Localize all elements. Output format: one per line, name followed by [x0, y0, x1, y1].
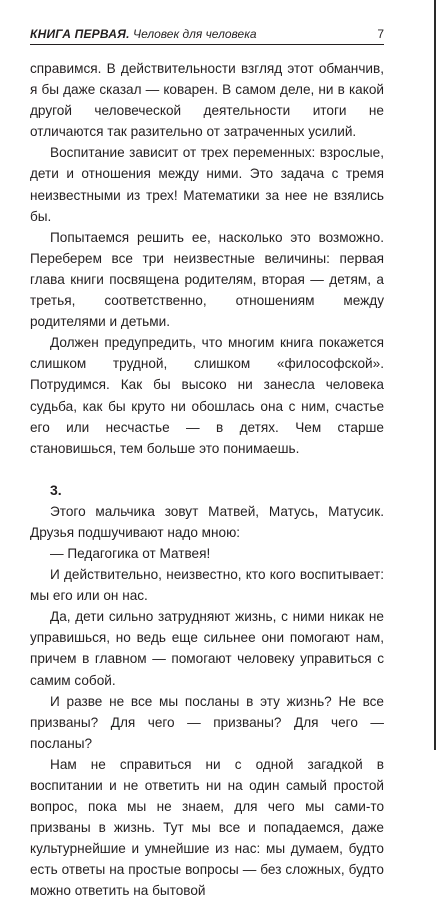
- paragraph: Воспитание зависит от трех переменных: взрослые, дети и отношения между ними. Это задача с тремя неизвестными из трех! Математики за нее не взялись бы.: [30, 145, 384, 224]
- paragraph: — Педагогика от Матвея!: [50, 545, 211, 561]
- paragraph: И разве не все мы посланы в эту жизнь? Не все призваны? Для чего — призваны? Для чего — посланы?: [30, 693, 384, 751]
- paragraph: справимся. В действительности взгляд этот обманчив, я бы даже сказал — коварен. В самом деле, ни в какой другой человеческой деятельности итоги не отличаются так разительно от затраченных усилий.: [30, 61, 384, 140]
- paragraph: Должен предупредить, что многим книга покажется слишком трудной, слишком «философской». Потрудимся. Как бы высоко ни занесла человека судьба, как бы круто ни обошлась она с ним, счастье его или несчастье — в детях. Чем старше становишься, тем больше это понимаешь.: [30, 335, 384, 456]
- running-head-title: [30, 27, 257, 41]
- section-number: 3.: [50, 481, 62, 498]
- paragraph: Да, дети сильно затрудняют жизнь, с ними никак не управишься, но ведь еще сильнее они помогают нам, причем в главном — помогают человеку управиться с самим собой.: [30, 609, 384, 688]
- page-number: 7: [377, 27, 384, 41]
- paragraph: Нам не справиться ни с одной загадкой в воспитании и не ответить ни на один самый простой вопрос, пока мы не знаем, для чего мы сами-то призваны в жизнь. Тут мы все и попадаемся, даже культурнейшие и умнейшие из нас: мы думаем, будто есть ответы на простые вопросы — без сложных, будто можно ответить на бытовой: [30, 756, 384, 899]
- paragraph: Попытаемся решить ее, насколько это возможно. Переберем все три неизвестные величины: первая глава книги посвящена родителям, вторая — детям, а третья, соответственно, отношениям между родителями и детьми.: [30, 229, 384, 330]
- page-body: [30, 58, 384, 902]
- book-label: КНИГА ПЕРВАЯ.: [30, 27, 130, 41]
- paragraph: Этого мальчика зовут Матвей, Матусь, Матусик. Друзья подшучивают надо мною:: [30, 503, 384, 540]
- paragraph: И действительно, неизвестно, кто кого воспитывает: мы его или он нас.: [30, 567, 384, 604]
- running-head: [30, 27, 384, 45]
- chapter-subtitle: Человек для человека: [132, 27, 257, 41]
